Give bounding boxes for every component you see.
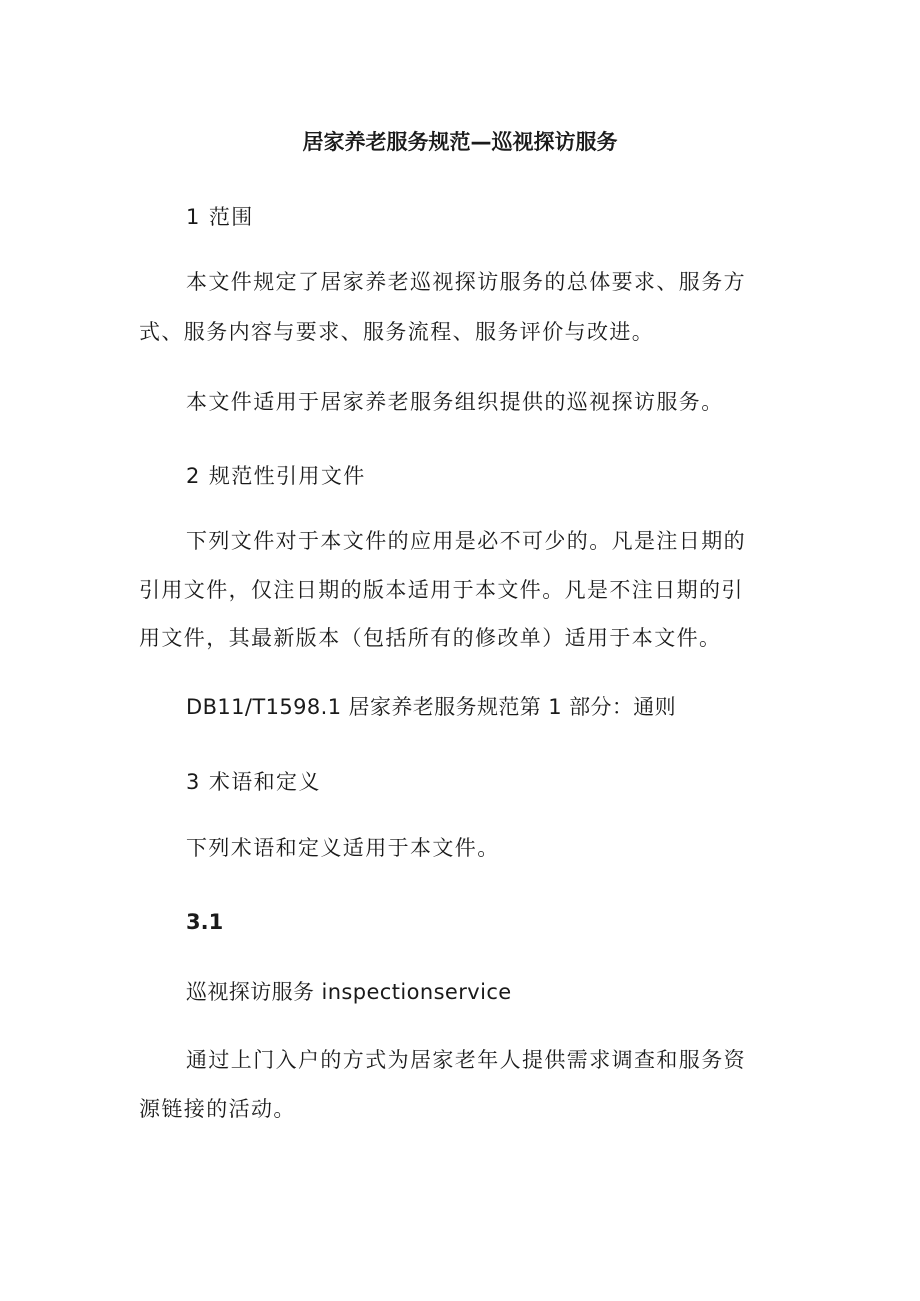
section-1-paragraph-2: 本文件适用于居家养老服务组织提供的巡视探访服务。 [186,390,724,414]
subsection-3-1-definition-line-1: 通过上门入户的方式为居家老年人提供需求调查和服务资 [186,1048,746,1072]
section-1-paragraph-1-line-2: 式、服务内容与要求、服务流程、服务评价与改进。 [139,320,655,344]
section-2-normative-reference: DB11/T1598.1 居家养老服务规范第 1 部分：通则 [186,695,677,719]
subsection-3-1-term: 巡视探访服务 inspectionservice [186,980,512,1004]
section-3-paragraph-1: 下列术语和定义适用于本文件。 [186,836,500,860]
section-1-paragraph-1-line-1: 本文件规定了居家养老巡视探访服务的总体要求、服务方 [186,270,746,294]
section-2-paragraph-1-line-2: 引用文件，仅注日期的版本适用于本文件。凡是不注日期的引 [139,578,744,602]
section-2-paragraph-1-line-3: 用文件，其最新版本（包括所有的修改单）适用于本文件。 [139,626,722,650]
section-2-heading: 2 规范性引用文件 [186,464,366,488]
subsection-3-1-number: 3.1 [186,910,224,934]
section-3-heading: 3 术语和定义 [186,770,321,794]
section-1-heading: 1 范围 [186,205,254,229]
document-title: 居家养老服务规范—巡视探访服务 [302,130,618,154]
section-2-paragraph-1-line-1: 下列文件对于本文件的应用是必不可少的。凡是注日期的 [186,529,746,553]
subsection-3-1-definition-line-2: 源链接的活动。 [139,1097,296,1121]
